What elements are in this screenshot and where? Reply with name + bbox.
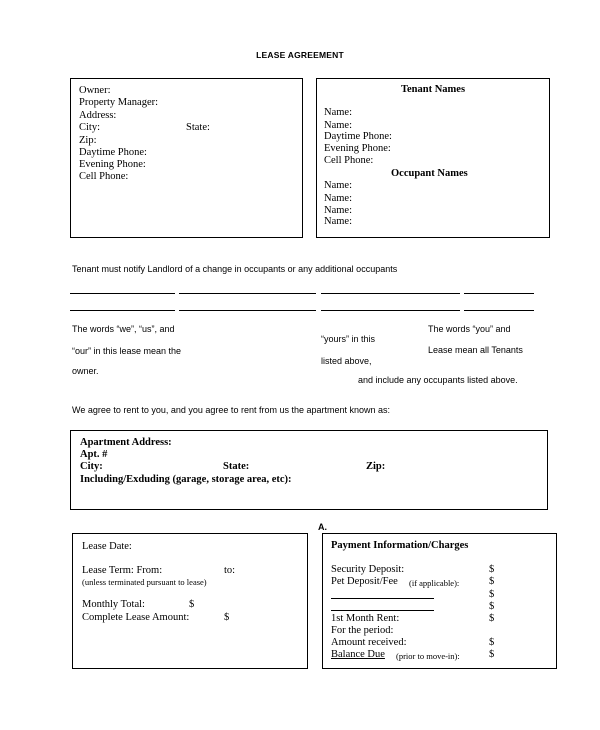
blank-line-4 xyxy=(464,293,534,294)
first-month-rent-dollar: $ xyxy=(489,613,495,624)
words-yours-text: “yours” in this xyxy=(321,334,376,344)
blank-line-8 xyxy=(464,310,534,311)
unless-terminated-note: (unless terminated pursuant to lease) xyxy=(82,577,207,587)
owner-daytime-phone-label: Daytime Phone: xyxy=(79,147,147,158)
amount-received-dollar: $ xyxy=(489,637,495,648)
lease-date-label: Lease Date: xyxy=(82,541,132,552)
security-deposit-dollar: $ xyxy=(489,564,495,575)
apt-number-label: Apt. # xyxy=(80,449,108,460)
address-label: Address: xyxy=(79,110,117,121)
apartment-state-label: State: xyxy=(223,461,250,472)
blank-line-6 xyxy=(179,310,316,311)
words-we-us-text: The words “we”, “us”, and xyxy=(72,324,175,334)
pet-deposit-label: Pet Deposit/Fee xyxy=(331,576,398,587)
lease-term-from-label: Lease Term: From: xyxy=(82,565,163,576)
blank-line-2 xyxy=(179,293,316,294)
balance-due-note: (prior to move-in): xyxy=(396,651,460,661)
balance-due-label: Balance Due xyxy=(331,649,385,660)
occupant-name-label-4: Name: xyxy=(324,216,352,227)
words-tenants-text: Lease mean all Tenants xyxy=(428,345,523,355)
custom-charge-line-1 xyxy=(331,598,434,599)
occupant-name-label-3: Name: xyxy=(324,205,352,216)
pet-deposit-note: (if applicable): xyxy=(409,578,460,588)
security-deposit-label: Security Deposit: xyxy=(331,564,405,575)
occupant-change-notice: Tenant must notify Landlord of a change in occupants or any additional occupants xyxy=(72,264,398,274)
including-excluding-label: Including/Exduding (garage, storage area, etc): xyxy=(80,474,292,485)
balance-due-dollar: $ xyxy=(489,649,495,660)
tenant-names-heading: Tenant Names xyxy=(400,84,466,95)
complete-lease-amount-dollar: $ xyxy=(224,612,230,623)
custom-charge-dollar-1: $ xyxy=(489,589,495,600)
owner-evening-phone-label: Evening Phone: xyxy=(79,159,146,170)
apartment-city-label: City: xyxy=(80,461,103,472)
tenant-evening-phone-label: Evening Phone: xyxy=(324,143,391,154)
zip-label: Zip: xyxy=(79,135,97,146)
property-manager-label: Property Manager: xyxy=(79,97,159,108)
monthly-total-label: Monthly Total: xyxy=(82,599,145,610)
complete-lease-amount-label: Complete Lease Amount: xyxy=(82,612,190,623)
blank-line-1 xyxy=(70,293,175,294)
pet-deposit-dollar: $ xyxy=(489,576,495,587)
section-a-marker: A. xyxy=(318,522,327,532)
monthly-total-dollar: $ xyxy=(189,599,195,610)
owner-cell-phone-label: Cell Phone: xyxy=(79,171,129,182)
words-owner-text: owner. xyxy=(72,366,99,376)
words-you-text: The words “you” and xyxy=(428,324,511,334)
occupant-names-heading: Occupant Names xyxy=(391,168,468,179)
document-title: LEASE AGREEMENT xyxy=(256,50,344,60)
owner-label: Owner: xyxy=(79,85,111,96)
words-listed-text: listed above, xyxy=(321,356,372,366)
state-label: State: xyxy=(186,122,210,133)
rental-agreement-text: We agree to rent to you, and you agree to rent from us the apartment known as: xyxy=(72,405,391,415)
lease-term-to-label: to: xyxy=(224,565,236,576)
blank-line-3 xyxy=(321,293,460,294)
tenant-cell-phone-label: Cell Phone: xyxy=(324,155,374,166)
blank-line-5 xyxy=(70,310,175,311)
apartment-zip-label: Zip: xyxy=(366,461,386,472)
amount-received-label: Amount received: xyxy=(331,637,407,648)
custom-charge-line-2 xyxy=(331,610,434,611)
blank-line-7 xyxy=(321,310,460,311)
tenant-daytime-phone-label: Daytime Phone: xyxy=(324,131,392,142)
tenant-name-label-1: Name: xyxy=(324,107,352,118)
first-month-rent-label: 1st Month Rent: xyxy=(331,613,400,624)
payment-info-heading: Payment Information/Charges xyxy=(331,540,469,551)
city-label: City: xyxy=(79,122,101,133)
occupant-name-label-2: Name: xyxy=(324,193,352,204)
words-occupants-text: and include any occupants listed above. xyxy=(358,375,518,385)
words-our-text: “our” in this lease mean the xyxy=(72,346,182,356)
for-period-label: For the period: xyxy=(331,625,394,636)
occupant-name-label-1: Name: xyxy=(324,180,352,191)
apartment-address-label: Apartment Address: xyxy=(80,437,172,448)
tenant-name-label-2: Name: xyxy=(324,120,352,131)
custom-charge-dollar-2: $ xyxy=(489,601,495,612)
